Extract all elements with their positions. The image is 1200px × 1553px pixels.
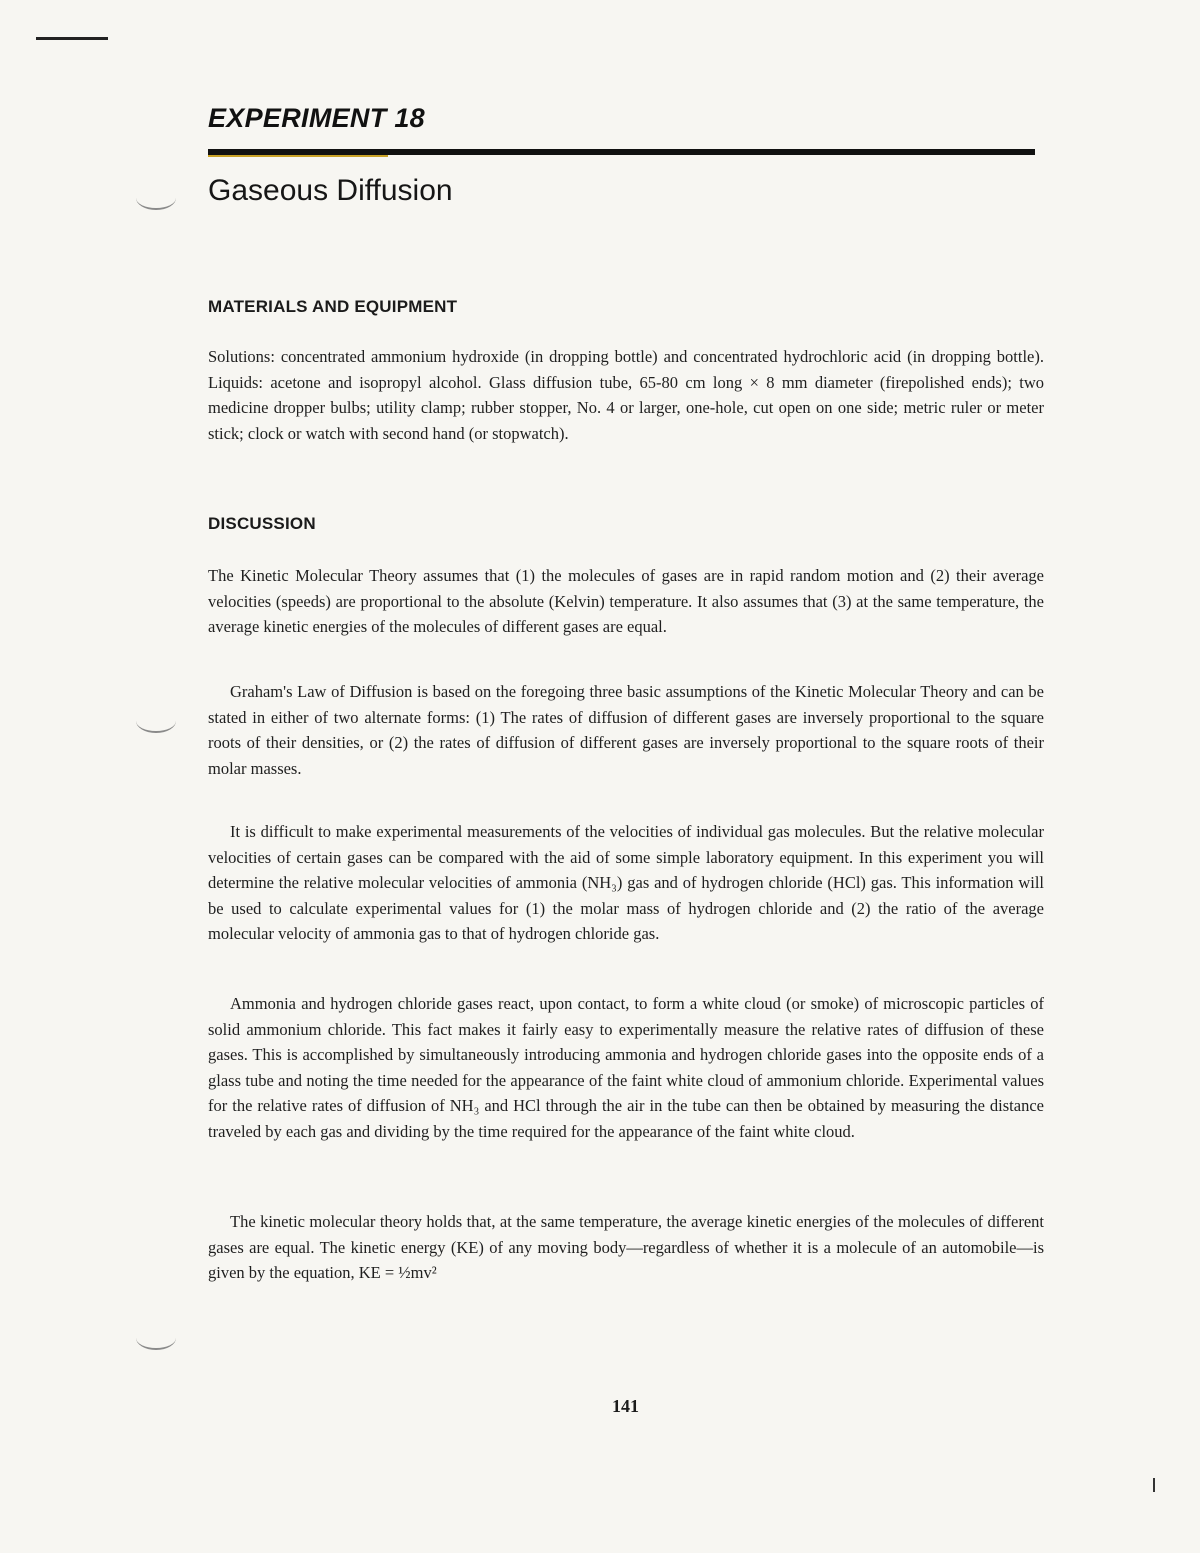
scan-corner-mark xyxy=(36,37,108,40)
title-rule-accent xyxy=(208,155,388,157)
experiment-label: EXPERIMENT 18 xyxy=(208,103,425,133)
binder-hole-mark xyxy=(136,186,176,210)
discussion-paragraph: The Kinetic Molecular Theory assumes that (1) the molecules of gases are in rapid random motion and (2) their average velocities (speeds) are proportional to the absolute (Kelvin) temperature. It also assumes that (3) at the same temperature, the average kinetic energies of the molecules of different gases are equal. xyxy=(208,566,1044,636)
page-number: 141 xyxy=(612,1396,639,1416)
page-title: Gaseous Diffusion xyxy=(208,174,453,207)
discussion-paragraph: Ammonia and hydrogen chloride gases react, upon contact, to form a white cloud (or smoke) of microscopic particles of solid ammonium chloride. This fact makes it fairly easy to experimentally measure the relative rates of diffusion of these gases. This is accomplished by simultaneously introducing ammonia and hydrogen chloride gases into the opposite ends of a glass tube and noting the time needed for the appearance of the faint white cloud of ammonium chloride. Experimental values for the relative rates of diffusion of NH₃ and HCl through the air in the tube can then be obtained by measuring the distance traveled by each gas and dividing by the time required for the appearance of the faint white cloud. xyxy=(208,994,1044,1141)
materials-heading: MATERIALS AND EQUIPMENT xyxy=(208,297,458,316)
scan-edge-mark xyxy=(1153,1478,1155,1492)
binder-hole-mark xyxy=(136,1326,176,1350)
discussion-paragraph: The kinetic molecular theory holds that, at the same temperature, the average kinetic energies of the molecules of different gases are equal. The kinetic energy (KE) of any moving body—regardless of whether it is a molecule of an automobile—is given by the equation, KE = ½mv² xyxy=(208,1212,1044,1282)
discussion-paragraph: It is difficult to make experimental measurements of the velocities of individual gas molecules. But the relative molecular velocities of certain gases can be compared with the aid of some simple laboratory equipment. In this experiment you will determine the relative molecular velocities of ammonia (NH₃) gas and of hydrogen chloride (HCl) gas. This information will be used to calculate experimental values for (1) the molar mass of hydrogen chloride and (2) the ratio of the average molecular velocity of ammonia gas to that of hydrogen chloride gas. xyxy=(208,822,1044,943)
discussion-paragraph: Graham's Law of Diffusion is based on the foregoing three basic assumptions of the Kinetic Molecular Theory and can be stated in either of two alternate forms: (1) The rates of diffusion of different gases are inversely proportional to the square roots of their densities, or (2) the rates of diffusion of different gases are inversely proportional to the square roots of their molar masses. xyxy=(208,682,1044,778)
discussion-heading: DISCUSSION xyxy=(208,514,316,533)
materials-paragraph: Solutions: concentrated ammonium hydroxide (in dropping bottle) and concentrated hydrochloric acid (in dropping bottle). Liquids: acetone and isopropyl alcohol. Glass diffusion tube, 65-80 cm long × 8 mm diameter (firepolished ends); two medicine dropper bulbs; utility clamp; rubber stopper, No. 4 or larger, one-hole, cut open on one side; metric ruler or meter stick; clock or watch with second hand (or stopwatch). xyxy=(208,347,1044,443)
binder-hole-mark xyxy=(136,709,176,733)
